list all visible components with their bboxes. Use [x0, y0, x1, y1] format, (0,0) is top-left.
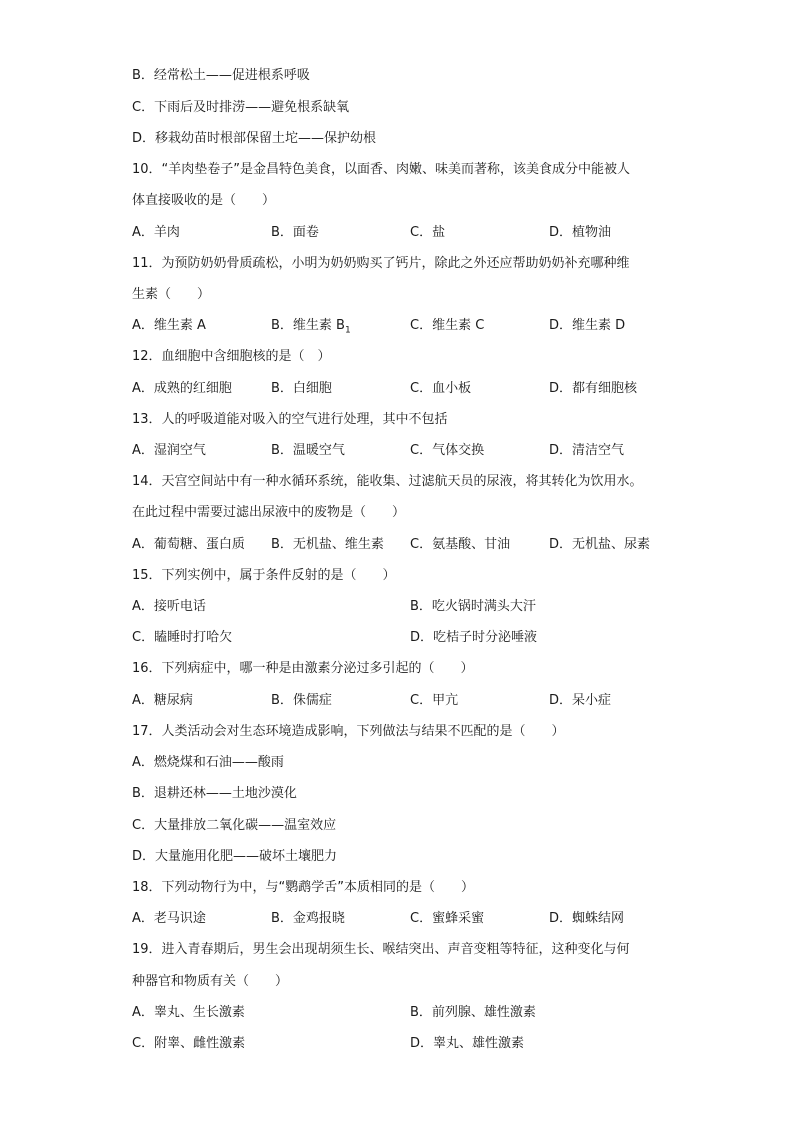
- q18-stem: 18．下列动物行为中，与“鹦鹉学舌”本质相同的是（ ）: [132, 880, 475, 895]
- q19-option-d: D．睾丸、雄性激素: [410, 1036, 525, 1051]
- q11-stem-line1: 11．为预防奶奶骨质疏松，小明为奶奶购买了钙片，除此之外还应帮助奶奶补充哪种维: [132, 256, 630, 271]
- q17-option-b: B．退耕还林——土地沙漠化: [132, 786, 297, 801]
- q10-stem-line2: 体直接吸收的是（ ）: [132, 193, 276, 208]
- q10-option-c: C．盐: [410, 225, 446, 240]
- q16-option-d: D．呆小症: [549, 693, 612, 708]
- q16-option-a: A．糖尿病: [132, 693, 193, 708]
- q15-option-b: B．吃火锅时满头大汗: [410, 599, 536, 614]
- q14-option-d: D．无机盐、尿素: [549, 537, 651, 552]
- q9-option-d: D．移栽幼苗时根部保留土坨——保护幼根: [132, 131, 377, 146]
- q11-option-c: C．维生素 C: [410, 318, 485, 333]
- q14-option-a: A．葡萄糖、蛋白质: [132, 537, 245, 552]
- q13-option-a: A．湿润空气: [132, 443, 206, 458]
- q19-option-c: C．附睾、雌性激素: [132, 1036, 246, 1051]
- q11-option-b: [271, 318, 351, 339]
- q17-option-c: C．大量排放二氧化碳——温室效应: [132, 818, 337, 833]
- q19-option-a: A．睾丸、生长激素: [132, 1005, 245, 1020]
- q13-option-c: C．气体交换: [410, 443, 485, 458]
- q18-option-b: B．金鸡报晓: [271, 911, 345, 926]
- q17-option-d: D．大量施用化肥——破坏土壤肥力: [132, 849, 338, 864]
- q15-option-a: A．接听电话: [132, 599, 206, 614]
- q12-option-a: A．成熟的红细胞: [132, 381, 232, 396]
- q14-stem-line1: 14．天宫空间站中有一种水循环系统，能收集、过滤航天员的尿液，将其转化为饮用水。: [132, 474, 643, 489]
- q10-option-d: D．植物油: [549, 225, 612, 240]
- q14-option-b: B．无机盐、维生素: [271, 537, 384, 552]
- q18-option-c: C．蜜蜂采蜜: [410, 911, 485, 926]
- q10-option-a: A．羊肉: [132, 225, 180, 240]
- q11-stem-line2: 生素（ ）: [132, 287, 211, 302]
- q13-option-b: B．温暖空气: [271, 443, 345, 458]
- q9-option-b: B．经常松土——促进根系呼吸: [132, 68, 310, 83]
- q18-option-d: D．蜘蛛结网: [549, 911, 625, 926]
- q16-stem: 16．下列病症中，哪一种是由激素分泌过多引起的（ ）: [132, 661, 474, 676]
- q15-stem: 15．下列实例中，属于条件反射的是（ ）: [132, 568, 396, 583]
- q14-option-c: C．氨基酸、甘油: [410, 537, 511, 552]
- q15-option-d: D．吃桔子时分泌唾液: [410, 630, 538, 645]
- q19-stem-line1: 19．进入青春期后，男生会出现胡须生长、喉结突出、声音变粗等特征，这种变化与何: [132, 942, 630, 957]
- q13-stem: 13．人的呼吸道能对吸入的空气进行处理，其中不包括: [132, 412, 448, 427]
- q17-stem: 17．人类活动会对生态环境造成影响，下列做法与结果不匹配的是（ ）: [132, 724, 565, 739]
- q12-stem: 12．血细胞中含细胞核的是（ ）: [132, 349, 331, 364]
- q9-option-c: C．下雨后及时排涝——避免根系缺氧: [132, 100, 350, 115]
- q19-option-b: B．前列腺、雄性激素: [410, 1005, 536, 1020]
- q10-option-b: B．面卷: [271, 225, 319, 240]
- q16-option-b: B．侏儒症: [271, 693, 332, 708]
- q11-option-b-subscript: 1: [344, 325, 351, 336]
- q11-option-d: D．维生素 D: [549, 318, 626, 333]
- q16-option-c: C．甲亢: [410, 693, 459, 708]
- q11-option-b-text: B．维生素 B: [271, 318, 345, 333]
- q17-option-a: A．燃烧煤和石油——酸雨: [132, 755, 284, 770]
- q12-option-c: C．血小板: [410, 381, 472, 396]
- q15-option-c: C．瞌睡时打哈欠: [132, 630, 233, 645]
- q18-option-a: A．老马识途: [132, 911, 206, 926]
- q11-option-a: A．维生素 A: [132, 318, 206, 333]
- q10-stem-line1: 10．“羊肉垫卷子”是金昌特色美食，以面香、肉嫩、味美而著称，该美食成分中能被人: [132, 162, 631, 177]
- q12-option-d: D．都有细胞核: [549, 381, 638, 396]
- q14-stem-line2: 在此过程中需要过滤出尿液中的废物是（ ）: [132, 505, 406, 520]
- q12-option-b: B．白细胞: [271, 381, 332, 396]
- q13-option-d: D．清洁空气: [549, 443, 625, 458]
- q19-stem-line2: 种器官和物质有关（ ）: [132, 974, 289, 989]
